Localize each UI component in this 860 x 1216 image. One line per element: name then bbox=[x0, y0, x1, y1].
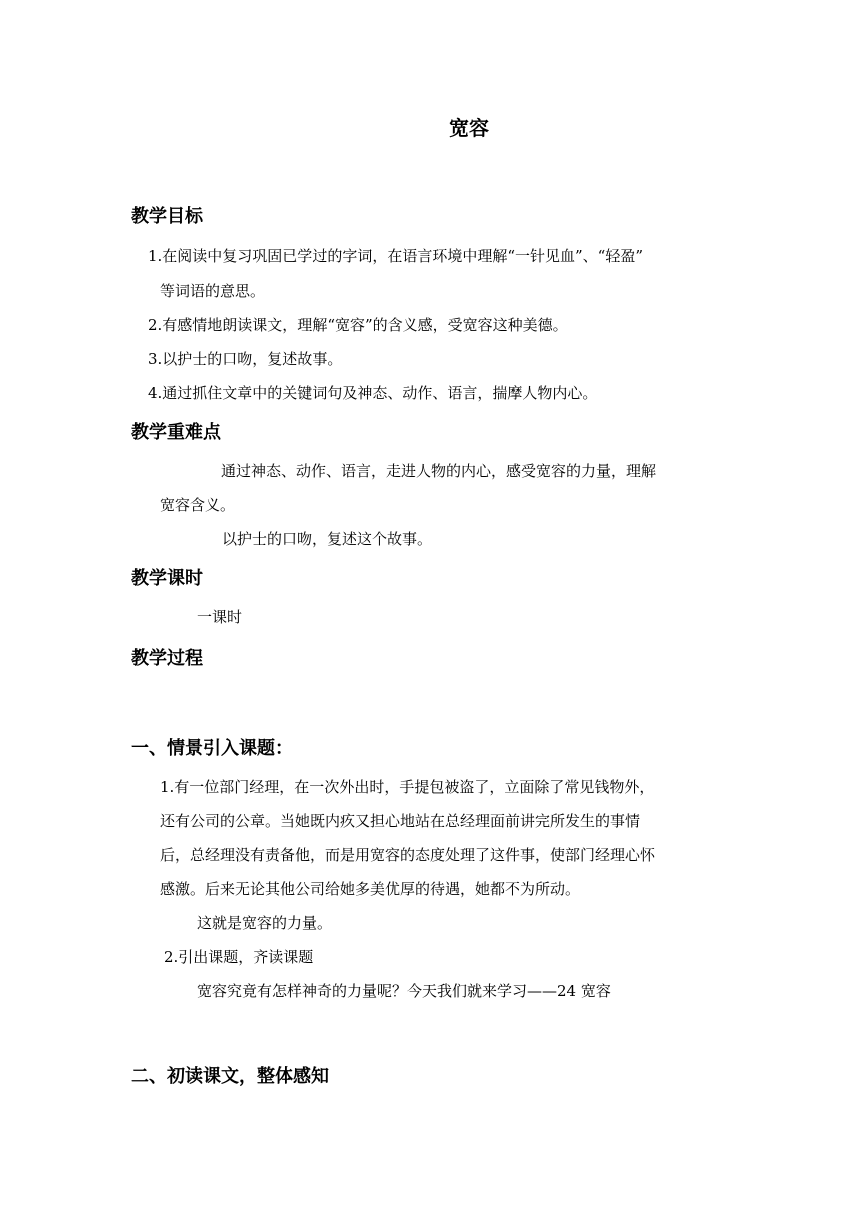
part-2-heading: 二、初读课文，整体感知 bbox=[131, 1066, 329, 1087]
part-1-paragraph-1-line-5: 这就是宽容的力量。 bbox=[197, 914, 333, 932]
document-title: 宽容 bbox=[449, 116, 489, 140]
goal-item-2: 2.有感情地朗读课文，理解“宽容”的含义感，受宽容这种美德。 bbox=[148, 316, 568, 334]
part-1-paragraph-1-line-3: 后，总经理没有责备他，而是用宽容的态度处理了这件事，使部门经理心怀 bbox=[160, 846, 656, 864]
goal-item-1-line-1: 1.在阅读中复习巩固已学过的字词，在语言环境中理解“一针见血”、“轻盈” bbox=[148, 247, 643, 265]
key-points-line-2: 宽容含义。 bbox=[160, 496, 236, 514]
part-1-paragraph-2-line-1: 2.引出课题，齐读课题 bbox=[164, 948, 314, 966]
part-1-heading: 一、情景引入课题： bbox=[131, 738, 293, 759]
goal-item-1-line-2: 等词语的意思。 bbox=[160, 282, 266, 300]
key-points-line-3: 以护士的口吻，复述这个故事。 bbox=[222, 530, 433, 548]
section-heading-goals: 教学目标 bbox=[131, 206, 203, 227]
part-1-paragraph-1-line-1: 1.有一位部门经理，在一次外出时，手提包被盗了，立面除了常见钱物外， bbox=[160, 778, 655, 796]
section-heading-hours: 教学课时 bbox=[131, 568, 203, 589]
section-heading-process: 教学过程 bbox=[131, 648, 203, 669]
part-1-paragraph-2-line-2: 宽容究竟有怎样神奇的力量呢？今天我们就来学习——24 宽容 bbox=[197, 982, 611, 1000]
key-points-line-1: 通过神态、动作、语言，走进人物的内心，感受宽容的力量，理解 bbox=[221, 462, 657, 480]
goal-item-3: 3.以护士的口吻，复述故事。 bbox=[148, 350, 343, 368]
section-heading-key-points: 教学重难点 bbox=[131, 422, 221, 443]
hours-value: 一课时 bbox=[197, 608, 243, 626]
part-1-paragraph-1-line-2: 还有公司的公章。当她既内疚又担心地站在总经理面前讲完所发生的事情 bbox=[160, 812, 641, 830]
part-1-paragraph-1-line-4: 感激。后来无论其他公司给她多美优厚的待遇，她都不为所动。 bbox=[160, 880, 581, 898]
goal-item-4: 4.通过抓住文章中的关键词句及神态、动作、语言，揣摩人物内心。 bbox=[148, 384, 598, 402]
